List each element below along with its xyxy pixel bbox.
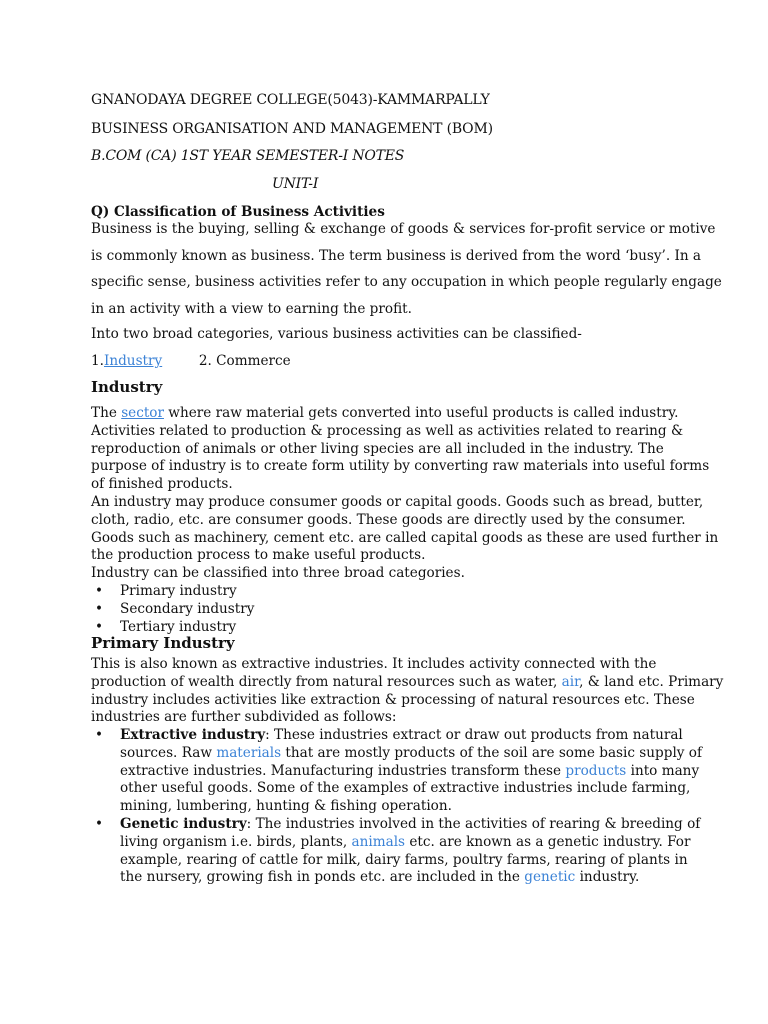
text-run: , & land etc. Primary [579, 673, 724, 690]
list-item [92, 583, 254, 601]
extractive-line [120, 763, 702, 781]
industry-link[interactable]: Industry [103, 353, 163, 369]
industry-line [91, 405, 718, 423]
bullet-icon: • [95, 815, 104, 832]
industry-line: Industry can be classified into three broad categories. [91, 565, 465, 582]
industry-line: An industry may produce consumer goods or capital goods. Goods such as bread, butter, [91, 493, 704, 510]
categories-intro: Into two broad categories, various business activities can be classified- [91, 326, 582, 342]
industry-line: reproduction of animals or other living species are all included in the industry. The [91, 440, 664, 457]
primary-paragraph [91, 656, 723, 727]
category-commerce: 2. Commerce [198, 353, 291, 369]
text-run: where raw material gets converted into useful products is called industry. [163, 405, 679, 421]
list-item-label: Secondary industry [120, 600, 255, 617]
text-run: living organism i.e. birds, plants, [120, 833, 352, 850]
bullet-icon: • [95, 618, 104, 635]
list-item-label: Primary industry [120, 583, 237, 599]
genetic-line: example, rearing of cattle for milk, dairy farms, poultry farms, rearing of plants in [120, 851, 688, 868]
extractive-line [120, 745, 702, 763]
list-item-genetic [92, 816, 702, 887]
unit-title: UNIT-I [272, 176, 319, 192]
industry-line: the production process to make useful products. [91, 547, 426, 564]
text-run: into many [626, 762, 700, 779]
extractive-line: other useful goods. Some of the examples of extractive industries include farming, [120, 780, 691, 797]
intro-paragraph [91, 216, 722, 322]
intro-line: is commonly known as business. The term business is derived from the word ‘busy’. In a [91, 247, 702, 264]
genetic-line [120, 816, 702, 834]
materials-link[interactable]: materials [216, 744, 282, 761]
primary-subtypes-list [92, 727, 702, 887]
intro-line: in an activity with a view to earning the profit. [91, 300, 412, 317]
text-run: production of wealth directly from natural resources such as water, [91, 673, 562, 690]
genetic-term: Genetic industry [120, 815, 247, 832]
text-run: extractive industries. Manufacturing industries transform these [120, 762, 566, 779]
primary-line: industry includes activities like extraction & processing of natural resources etc. These [91, 691, 695, 708]
text-run: etc. are known as a genetic industry. For [405, 833, 691, 850]
extractive-line: mining, lumbering, hunting & fishing operation. [120, 798, 452, 815]
animals-link[interactable]: animals [351, 833, 406, 850]
extractive-line [120, 727, 702, 745]
extractive-term: Extractive industry [120, 727, 266, 743]
text-run: The [91, 405, 122, 421]
air-link[interactable]: air [561, 673, 580, 690]
question-heading: Q) Classification of Business Activities [91, 204, 385, 220]
list-item [92, 601, 254, 619]
products-link[interactable]: products [565, 762, 627, 779]
genetic-line [120, 834, 702, 852]
bullet-icon: • [95, 600, 104, 617]
sector-link[interactable]: sector [121, 405, 164, 421]
text-run: the nursery, growing fish in ponds etc. are included in the [120, 869, 525, 886]
genetic-line [120, 869, 702, 887]
categories-list [91, 348, 291, 375]
list-item-label: Tertiary industry [120, 618, 237, 635]
industry-line: purpose of industry is to create form utility by converting raw materials into useful forms [91, 458, 710, 475]
bullet-icon: • [95, 583, 104, 599]
intro-line: Business is the buying, selling & exchange of goods & services for-profit service or motive [91, 221, 716, 237]
primary-line: industries are further subdivided as follows: [91, 709, 397, 726]
industry-line: Goods such as machinery, cement etc. are called capital goods as these are used further in [91, 529, 719, 546]
industry-line: cloth, radio, etc. are consumer goods. These goods are directly used by the consumer. [91, 511, 686, 528]
text-run: : The industries involved in the activities of rearing & breeding of [246, 815, 701, 832]
subject-title: BUSINESS ORGANISATION AND MANAGEMENT (BOM) [91, 121, 493, 137]
industry-types-list [92, 583, 254, 636]
course-title: B.COM (CA) 1ST YEAR SEMESTER-I NOTES [91, 148, 405, 164]
text-run: industry. [575, 869, 640, 886]
list-item-extractive [92, 727, 702, 816]
industry-paragraph [91, 405, 718, 583]
primary-industry-heading: Primary Industry [91, 634, 235, 652]
industry-line: Activities related to production & processing as well as activities related to rearing & [91, 422, 684, 439]
text-run: : These industries extract or draw out products from natural [265, 727, 683, 743]
intro-line: specific sense, business activities refer to any occupation in which people regularly engage [91, 274, 722, 290]
text-run: sources. Raw [120, 744, 217, 761]
bullet-icon: • [95, 727, 104, 743]
primary-line [91, 674, 723, 692]
genetic-link[interactable]: genetic [524, 869, 576, 886]
category-number: 1. [91, 353, 104, 369]
industry-line: of finished products. [91, 476, 233, 493]
primary-line: This is also known as extractive industries. It includes activity connected with the [91, 656, 657, 672]
college-name: GNANODAYA DEGREE COLLEGE(5043)-KAMMARPALLY [91, 92, 490, 108]
industry-heading: Industry [91, 378, 163, 396]
text-run: that are mostly products of the soil are some basic supply of [281, 744, 703, 761]
